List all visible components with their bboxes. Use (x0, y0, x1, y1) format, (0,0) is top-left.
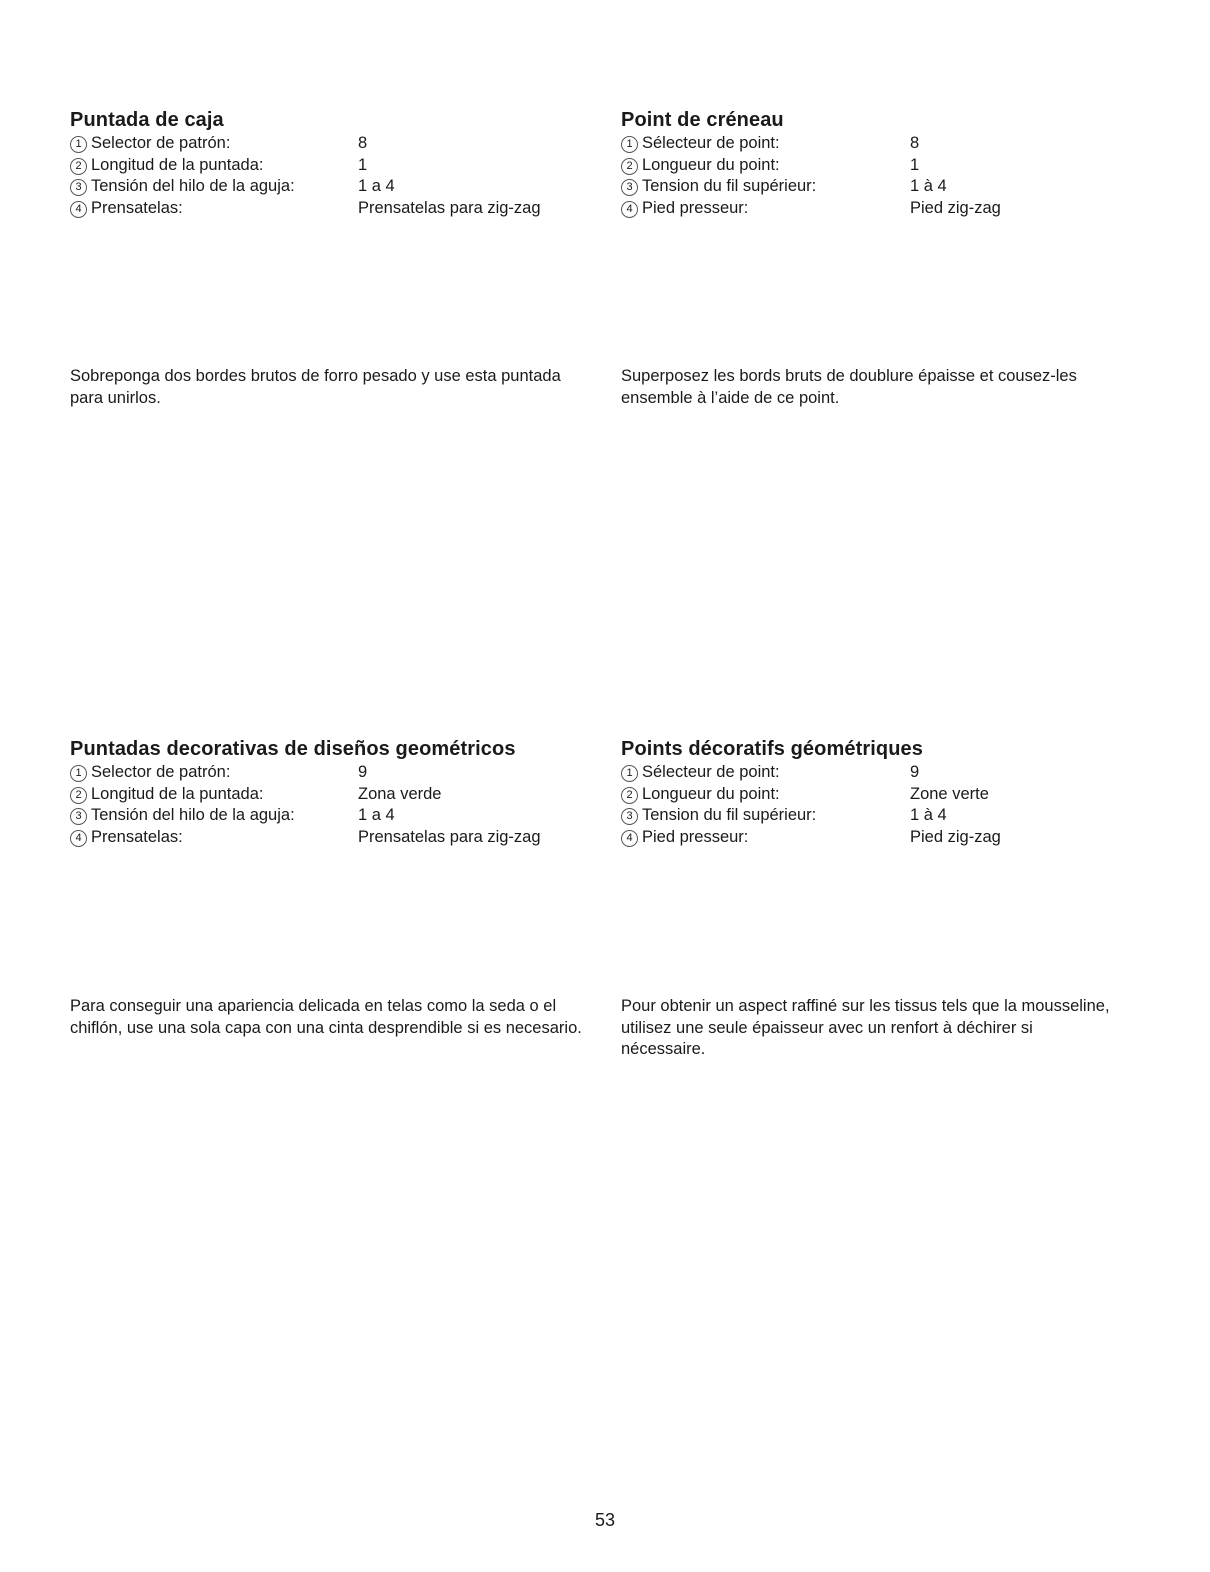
setting-row (621, 805, 1141, 827)
setting-row (70, 155, 590, 177)
setting-value: Pied zig-zag (910, 828, 1001, 847)
setting-label: Pied presseur: (642, 199, 749, 218)
circled-number: 1 (621, 136, 638, 153)
section-description: Sobreponga dos bordes brutos de forro pesado y use esta puntada para unirlos. (70, 367, 561, 407)
circled-number: 2 (621, 158, 638, 175)
setting-value: 1 (358, 155, 368, 174)
setting-label: Tension du fil supérieur: (642, 177, 817, 196)
setting-label: Longueur du point: (642, 155, 780, 174)
setting-value: Pied zig-zag (910, 199, 1001, 218)
setting-label: Sélecteur de point: (642, 134, 780, 152)
circled-number: 3 (621, 179, 638, 196)
circled-number: 4 (70, 201, 87, 218)
setting-value: Prensatelas para zig-zag (358, 199, 541, 218)
setting-label: Longueur du point: (642, 784, 780, 803)
setting-label: Tension du fil supérieur: (642, 806, 817, 825)
section-description: Superposez les bords bruts de doublure épaisse et cousez-les ensemble à l’aide de ce point. (621, 367, 1077, 407)
setting-row (70, 762, 610, 784)
setting-label: Longitud de la puntada: (91, 155, 264, 174)
setting-label: Selector de patrón: (91, 134, 231, 152)
section-title: Point de créneau (621, 109, 784, 131)
setting-value: 1 a 4 (358, 806, 395, 825)
circled-number: 4 (621, 830, 638, 847)
setting-label: Selector de patrón: (91, 763, 231, 781)
circled-number: 1 (621, 765, 638, 782)
circled-number: 2 (70, 158, 87, 175)
setting-row (70, 198, 590, 220)
settings-list (70, 762, 610, 849)
setting-label: Tensión del hilo de la aguja: (91, 806, 295, 825)
setting-row (621, 155, 1141, 177)
section-title: Points décoratifs géométriques (621, 738, 923, 760)
circled-number: 4 (621, 201, 638, 218)
setting-row (621, 176, 1141, 198)
setting-value: Zona verde (358, 784, 442, 803)
setting-label: Prensatelas: (91, 199, 183, 218)
setting-value: 1 à 4 (910, 177, 947, 196)
settings-list (621, 133, 1141, 220)
setting-value: Prensatelas para zig-zag (358, 828, 541, 847)
setting-row (70, 176, 590, 198)
setting-label: Longitud de la puntada: (91, 784, 264, 803)
setting-value: 9 (358, 763, 368, 781)
setting-label: Pied presseur: (642, 828, 749, 847)
setting-value: 1 (910, 155, 920, 174)
setting-value: 1 à 4 (910, 806, 947, 825)
setting-value: 9 (910, 763, 920, 781)
circled-number: 3 (70, 808, 87, 825)
section-description: Para conseguir una apariencia delicada en telas como la seda o el chiflón, use una sola capa con una cinta desprendible si es necesario. (70, 997, 582, 1037)
setting-label: Tensión del hilo de la aguja: (91, 177, 295, 196)
setting-label: Sélecteur de point: (642, 763, 780, 781)
circled-number: 1 (70, 136, 87, 153)
section-title: Puntadas decorativas de diseños geométricos (70, 738, 516, 760)
section-points-decoratifs (621, 736, 1141, 849)
setting-row (70, 133, 590, 155)
setting-label: Prensatelas: (91, 828, 183, 847)
section-puntadas-decorativas (70, 736, 610, 849)
setting-value: 8 (358, 134, 368, 152)
circled-number: 2 (621, 787, 638, 804)
setting-value: 8 (910, 134, 920, 152)
section-description: Pour obtenir un aspect raffiné sur les tissus tels que la mousseline, utilisez une seule épaisseur avec un renfort à déchirer si nécessaire. (621, 997, 1110, 1059)
setting-value: Zone verte (910, 784, 989, 803)
setting-row (70, 784, 610, 806)
section-title: Puntada de caja (70, 109, 224, 131)
settings-list (70, 133, 590, 220)
setting-row (621, 133, 1141, 155)
setting-value: 1 a 4 (358, 177, 395, 196)
circled-number: 3 (621, 808, 638, 825)
setting-row (70, 805, 610, 827)
settings-list (621, 762, 1141, 849)
page-number: 53 (594, 1510, 616, 1530)
setting-row (70, 827, 610, 849)
section-puntada-de-caja (70, 107, 590, 220)
section-point-de-creneau (621, 107, 1141, 220)
circled-number: 1 (70, 765, 87, 782)
circled-number: 3 (70, 179, 87, 196)
circled-number: 2 (70, 787, 87, 804)
setting-row (621, 784, 1141, 806)
circled-number: 4 (70, 830, 87, 847)
setting-row (621, 198, 1141, 220)
setting-row (621, 762, 1141, 784)
setting-row (621, 827, 1141, 849)
